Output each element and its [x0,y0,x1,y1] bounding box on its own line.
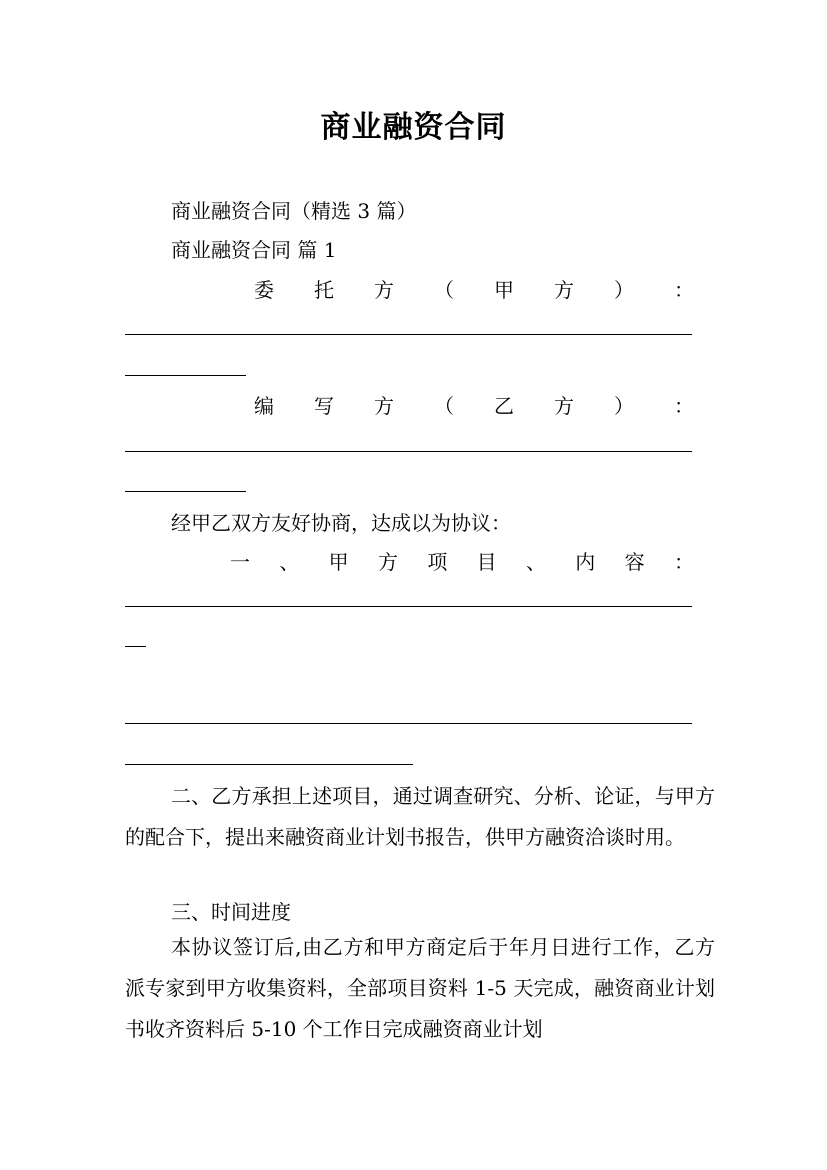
party-b-char: ： [674,394,694,418]
item3-paragraph: 本协议签订后,由乙方和甲方商定后于年月日进行工作，乙方派专家到甲方收集资料，全部项目资料 1-5 天完成，融资商业计划书收齐资料后 5-10 个工作日完成融资商业计划 [125,935,715,1041]
document-subtitle: 商业融资合同（精选 3 篇） [171,199,417,223]
party-b-char: （ [434,394,454,418]
party-b-char: ） [614,394,634,418]
party-b-char: 编 [254,394,274,418]
item1-label [230,550,694,574]
item1-blank-line-end [125,646,146,647]
party-a-char: 甲 [494,278,514,302]
party-b-char: 写 [314,394,334,418]
item1-blank-line [125,606,692,607]
party-a-blank-line-end [125,375,246,376]
party-a-char: 托 [314,278,334,302]
item1-char: 容 [624,550,645,574]
item3-heading: 三、时间进度 [171,900,291,924]
party-a-char: 方 [554,278,574,302]
item1-blank-line-2-end [125,764,413,765]
item1-char: 方 [377,550,398,574]
item1-char: ： [673,550,694,574]
item1-char: 、 [279,550,300,574]
party-a-char: 方 [374,278,394,302]
item2-paragraph: 二、乙方承担上述项目，通过调查研究、分析、论证，与甲方的配合下，提出来融资商业计划书报告，供甲方融资洽谈时用。 [125,784,715,849]
party-b-char: 乙 [494,394,514,418]
item1-char: 一 [230,550,250,574]
party-b-blank-line-end [125,491,246,492]
item1-char: 甲 [328,550,349,574]
section-heading: 商业融资合同 篇 1 [171,238,337,262]
document-title: 商业融资合同 [320,110,507,145]
party-b-blank-line [125,451,692,452]
item1-blank-line-2 [125,723,692,724]
item1-char: 项 [427,550,448,574]
item1-char: 、 [525,550,546,574]
party-a-char: ） [614,278,634,302]
party-a-blank-line [125,334,692,335]
party-b-label [254,394,694,418]
item1-char: 目 [476,550,497,574]
agreement-intro: 经甲乙双方友好协商，达成以为协议： [171,511,511,535]
party-a-label [254,278,694,302]
party-b-char: 方 [554,394,574,418]
party-b-char: 方 [374,394,394,418]
item1-char: 内 [575,550,596,574]
party-a-char: 委 [254,278,274,302]
party-a-char: ： [674,278,694,302]
party-a-char: （ [434,278,454,302]
